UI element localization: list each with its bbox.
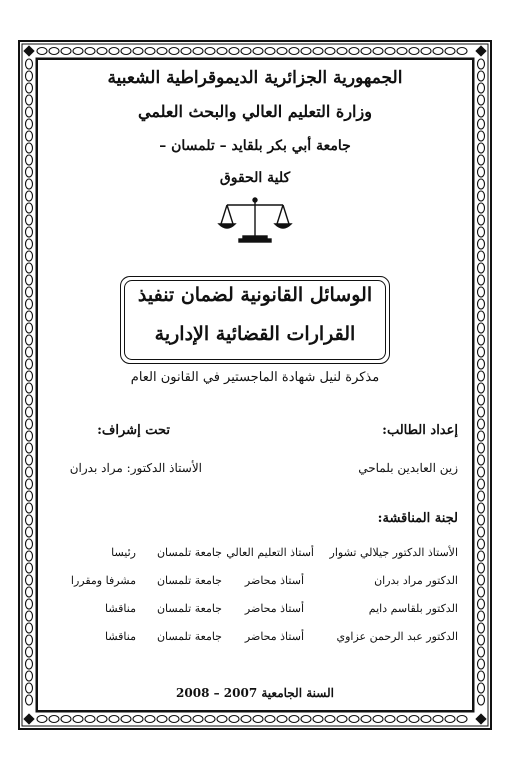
member-university: جامعة تلمسان <box>156 546 222 559</box>
republic-name: الجمهورية الجزائرية الديموقراطية الشعبية <box>107 68 403 88</box>
member-name: الدكتور عبد الرحمن عزاوي <box>336 630 458 643</box>
thesis-title-line2: القرارات القضائية الإدارية <box>154 323 356 345</box>
member-rank: أستاذ محاضر <box>244 574 304 587</box>
ministry-name: وزارة التعليم العالي والبحث العلمي <box>138 102 372 121</box>
member-rank: أستاذ محاضر <box>244 602 304 615</box>
student-label: إعداد الطالب: <box>382 423 458 438</box>
supervisor-label: تحت إشراف: <box>97 423 170 438</box>
member-role: مناقشا <box>105 630 136 643</box>
member-name: الأستاذ الدكتور جيلالي تشوار <box>329 546 458 559</box>
committee-label: لجنة المناقشة: <box>377 511 458 526</box>
supervisor-name: الأستاذ الدكتور: مراد بدران <box>69 461 202 475</box>
member-rank: أستاذ التعليم العالي <box>226 546 314 559</box>
scales-of-justice-icon <box>217 196 293 244</box>
university-name: جامعة أبي بكر بلقايد – تلمسان – <box>159 138 351 154</box>
member-role: مناقشا <box>105 602 136 615</box>
member-name: الدكتور مراد بدران <box>374 574 458 587</box>
member-name: الدكتور بلقاسم دايم <box>368 602 458 615</box>
member-university: جامعة تلمسان <box>156 602 222 615</box>
faculty-name: كلية الحقوق <box>219 170 291 186</box>
academic-year: السنة الجامعية 2007 – 2008 <box>176 686 334 700</box>
student-name: زين العابدين بلماحي <box>358 461 458 475</box>
member-rank: أستاذ محاضر <box>244 630 304 643</box>
thesis-subtitle: مذكرة لنيل شهادة الماجستير في القانون العام <box>130 370 380 385</box>
member-role: مشرفا ومقررا <box>70 574 136 587</box>
member-university: جامعة تلمسان <box>156 574 222 587</box>
member-university: جامعة تلمسان <box>156 630 222 643</box>
member-role: رئيسا <box>111 546 136 559</box>
thesis-title-line1: الوسائل القانونية لضمان تنفيذ <box>137 284 373 306</box>
